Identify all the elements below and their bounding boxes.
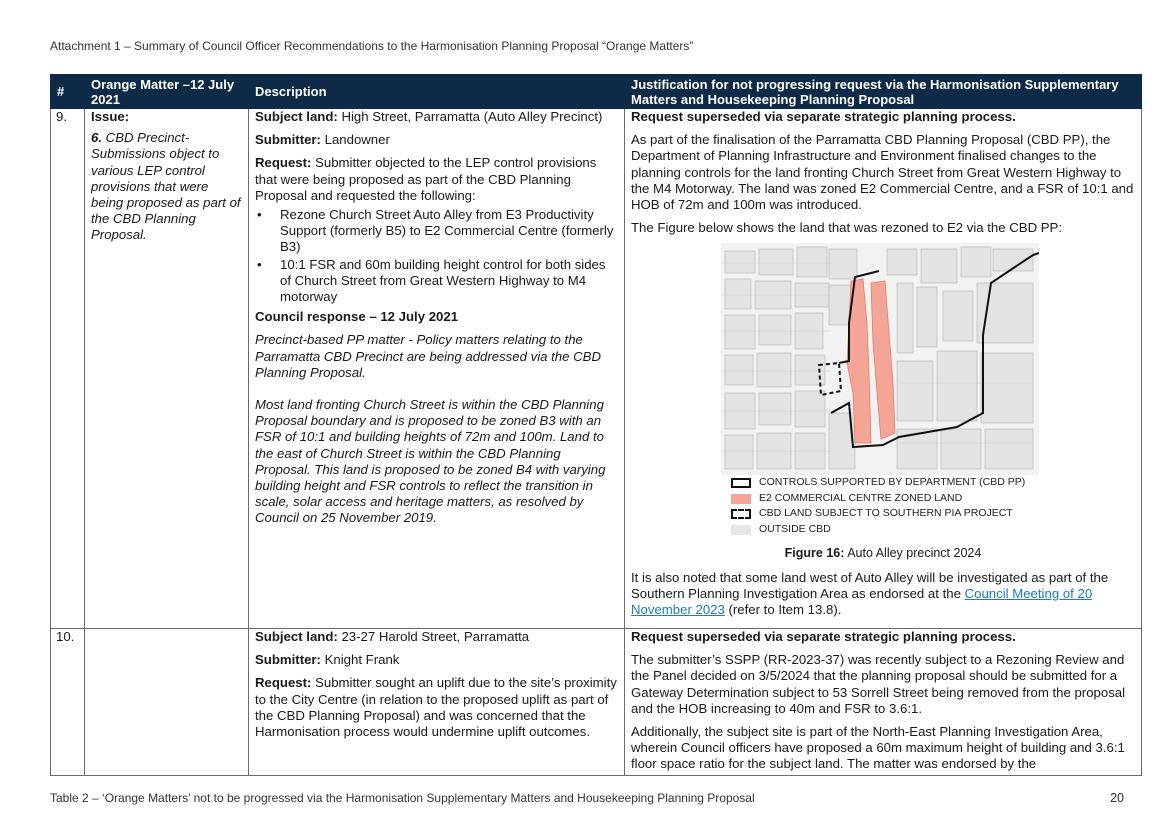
council-meeting-link[interactable]: Council Meeting of 20 November 2023 bbox=[631, 585, 1093, 618]
justification-heading: Request superseded via separate strategic planning process. bbox=[631, 109, 1016, 124]
legend-swatch-e2 bbox=[731, 494, 751, 504]
row-number: 9. bbox=[51, 109, 85, 629]
table-row-9 bbox=[51, 109, 1142, 629]
legend-item: E2 COMMERCIAL CENTRE ZONED LAND bbox=[731, 491, 1135, 507]
header-orange-matter: Orange Matter –12 July 2021 bbox=[85, 75, 249, 109]
council-response-p2: Most land fronting Church Street is within the CBD Planning Proposal boundary and is proposed to be zoned B3 with an FSR of 10:1 and building heights of 72m and 100m. Land to the east of Church Street is within the CBD Planning Proposal. This land is proposed to be zoned B4 with varying building height and FSR controls to reflect the transition in scale, solar access and heritage matters, as resolved by Council on 25 November 2019. bbox=[255, 397, 606, 526]
legend-swatch-outside-cbd bbox=[731, 525, 751, 535]
submitter-value: Knight Frank bbox=[324, 652, 400, 668]
council-response-p1: Precinct-based PP matter - Policy matters relating to the Parramatta CBD Precinct are being addressed via the CBD Planning Proposal. bbox=[255, 332, 601, 380]
request-value: Submitter sought an uplift due to the site’s proximity to the City Centre (in relation to the proposed uplift as part of the CBD Planning Proposal) and was concerned that the Harmonisation process would undermine uplift outcomes. bbox=[255, 675, 617, 740]
issue-number: 6. bbox=[91, 130, 102, 146]
justification-p3: It is also noted that some land west of Auto Alley will be investigated as part of the Southern Planning Investigation Area as endorsed at the Council Meeting of 20 November 2023 (refer to Item 13.8). bbox=[631, 569, 1109, 618]
issue-text: CBD Precinct- Submissions object to various LEP control provisions that were being proposed as part of the CBD Planning Proposal. bbox=[91, 130, 241, 243]
justification-p1: As part of the finalisation of the Parramatta CBD Planning Proposal (CBD PP), the Department of Planning Infrastructure and Environment finalised changes to the planning controls for the land fronting Church Street from Great Western Highway to the M4 Motorway. The land was zoned E2 Commercial Centre, and a FSR of 10:1 and HOB of 72m and 100m was introduced. bbox=[631, 132, 1134, 213]
issue-label: Issue: bbox=[91, 109, 130, 124]
table-header-row bbox=[51, 75, 1142, 109]
header-num: # bbox=[51, 75, 85, 109]
request-value: Submitter objected to the LEP control provisions that were being proposed as part of the CBD Planning Proposal and requested the following: bbox=[255, 155, 597, 203]
justification-cell bbox=[625, 629, 1142, 776]
description-cell bbox=[249, 629, 625, 776]
table-caption: Table 2 – ‘Orange Matters’ not to be progressed via the Harmonisation Supplementary Matters and Housekeeping Planning Proposal bbox=[50, 791, 755, 805]
justification-p1: The submitter’s SSPP (RR-2023-37) was recently subject to a Rezoning Review and the Panel decided on 3/5/2024 that the planning proposal should be submitted for a Gateway Determination subject to 53 Sorrell Street being removed from the proposal and the HOB increasing to 40m and FSR to 3.6:1. bbox=[631, 652, 1126, 716]
description-cell bbox=[249, 109, 625, 629]
orange-matters-table bbox=[50, 74, 1142, 776]
justification-cell bbox=[625, 109, 1142, 629]
subject-land-label: Subject land: bbox=[255, 629, 338, 644]
subject-land-value: High Street, Parramatta (Auto Alley Precinct) bbox=[341, 109, 603, 124]
orange-matter-cell bbox=[85, 109, 249, 629]
legend-swatch-cbd-pp bbox=[731, 478, 751, 488]
list-item: • 10:1 FSR and 60m building height control for both sides of Church Street from Great Western Highway to M4 motorway bbox=[255, 257, 618, 306]
figure-caption: Figure 16: Auto Alley precinct 2024 bbox=[784, 546, 982, 561]
auto-alley-map bbox=[721, 243, 1039, 475]
justification-heading: Request superseded via separate strategic planning process. bbox=[631, 629, 1016, 644]
subject-land-value: 23-27 Harold Street, Parramatta bbox=[341, 629, 530, 644]
legend-item: CONTROLS SUPPORTED BY DEPARTMENT (CBD PP) bbox=[731, 475, 1135, 491]
header-description: Description bbox=[249, 75, 625, 109]
page-number: 20 bbox=[1110, 791, 1124, 805]
request-label: Request: bbox=[255, 675, 312, 691]
submitter-label: Submitter: bbox=[255, 132, 321, 148]
figure-legend bbox=[731, 475, 1135, 537]
figure-map bbox=[631, 243, 1135, 475]
list-item: • Rezone Church Street Auto Alley from E3 Productivity Support (formerly B5) to E2 Commercial Centre (formerly B3) bbox=[255, 207, 618, 256]
subject-land-label: Subject land: bbox=[255, 109, 338, 124]
submitter-value: Landowner bbox=[324, 132, 390, 148]
orange-matter-cell bbox=[85, 629, 249, 776]
request-list bbox=[255, 207, 618, 305]
request-label: Request: bbox=[255, 155, 312, 171]
legend-item: OUTSIDE CBD bbox=[731, 522, 1135, 538]
council-response-heading: Council response – 12 July 2021 bbox=[255, 309, 459, 325]
justification-p2: The Figure below shows the land that was rezoned to E2 via the CBD PP: bbox=[631, 220, 1063, 236]
justification-p2: Additionally, the subject site is part of the North-East Planning Investigation Area, wherein Council officers have proposed a 60m maximum height of building and 3.6:1 floor space ratio for the subject land. The matter was endorsed by the bbox=[631, 724, 1125, 772]
table-row-10 bbox=[51, 629, 1142, 776]
row-number: 10. bbox=[51, 629, 85, 776]
legend-item: CBD LAND SUBJECT TO SOUTHERN PIA PROJECT bbox=[731, 506, 1135, 522]
header-justification: Justification for not progressing request via the Harmonisation Supplementary Matters and Housekeeping Planning Proposal bbox=[625, 75, 1142, 109]
legend-swatch-southern-pia bbox=[731, 509, 751, 519]
submitter-label: Submitter: bbox=[255, 652, 321, 668]
page-header: Attachment 1 – Summary of Council Officer Recommendations to the Harmonisation Planning Proposal “Orange Matters” bbox=[50, 39, 694, 53]
